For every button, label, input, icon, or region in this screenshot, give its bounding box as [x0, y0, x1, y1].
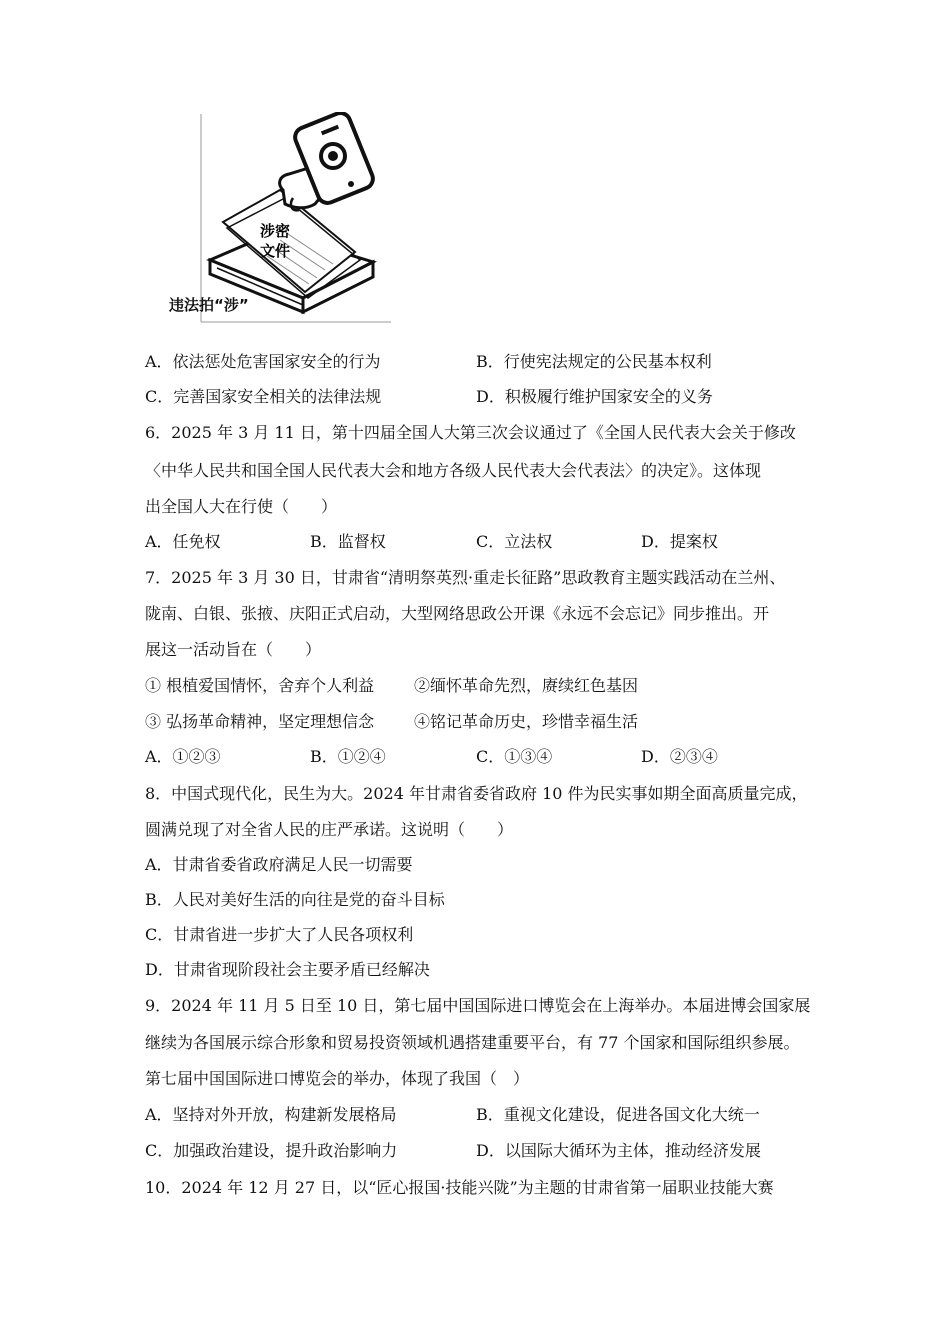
q9-stem-line3: 第七届中国国际进口博览会的举办，体现了我国（ ） — [145, 1069, 530, 1088]
q8-stem-line2: 圆满兑现了对全省人民的庄严承诺。这说明（ ） — [145, 820, 514, 839]
q7-option-c: C．①③④ — [476, 747, 553, 766]
q7-stem-line3: 展这一活动旨在（ ） — [145, 640, 322, 659]
q10-stem-line1: 10．2024 年 12 月 27 日，以“匠心报国·技能兴陇”为主题的甘肃省第一届职业技能大赛 — [145, 1178, 774, 1197]
q9-option-d: D．以国际大循环为主体，推动经济发展 — [476, 1141, 761, 1160]
q7-statement-4: ④铭记革命历史，珍惜幸福生活 — [414, 712, 639, 731]
q6-option-a: A．任免权 — [145, 532, 221, 551]
q9-option-c: C．加强政治建设，提升政治影响力 — [145, 1141, 398, 1160]
q5-option-b: B．行使宪法规定的公民基本权利 — [476, 352, 712, 371]
q6-option-d: D．提案权 — [641, 532, 718, 551]
q6-stem-line1: 6．2025 年 3 月 11 日，第十四届全国人大第三次会议通过了《全国人民代表大会关于修改 — [145, 423, 796, 442]
q9-stem-line1: 9．2024 年 11 月 5 日至 10 日，第七届中国国际进口博览会在上海举办。本届进博会国家展 — [145, 996, 811, 1015]
q8-option-c: C．甘肃省进一步扩大了人民各项权利 — [145, 925, 414, 944]
q7-statement-3: ③ 弘扬革命精神，坚定理想信念 — [145, 712, 375, 731]
q6-option-c: C．立法权 — [476, 532, 553, 551]
q5-option-c: C．完善国家安全相关的法律法规 — [145, 387, 382, 406]
q6-option-b: B．监督权 — [310, 532, 386, 551]
q7-statement-1: ① 根植爱国情怀，舍弃个人利益 — [145, 676, 375, 695]
q6-stem-line2: 〈中华人民共和国全国人民代表大会和地方各级人民代表大会代表法〉的决定》。这体现 — [145, 461, 762, 480]
q8-option-b: B．人民对美好生活的向往是党的奋斗目标 — [145, 890, 445, 909]
figure-caption: 违法拍“涉” — [169, 296, 249, 314]
q7-statement-2: ②缅怀革命先烈，赓续红色基因 — [414, 676, 639, 695]
illustration-secret-photo — [165, 112, 395, 327]
q9-stem-line2: 继续为各国展示综合形象和贸易投资领域机遇搭建重要平台，有 77 个国家和国际组织参展。 — [145, 1033, 800, 1052]
q7-option-b: B．①②④ — [310, 747, 386, 766]
q5-option-a: A．依法惩处危害国家安全的行为 — [145, 352, 381, 371]
q7-stem-line2: 陇南、白银、张掖、庆阳正式启动，大型网络思政公开课《永远不会忘记》同步推出。开 — [145, 604, 770, 623]
doc-label-line2: 文件 — [260, 242, 291, 260]
q7-option-d: D．②③④ — [641, 747, 718, 766]
q9-option-a: A．坚持对外开放，构建新发展格局 — [145, 1105, 397, 1124]
q8-stem-line1: 8．中国式现代化，民生为大。2024 年甘肃省委省政府 10 件为民实事如期全面高质量完成， — [145, 784, 808, 803]
q7-stem-line1: 7．2025 年 3 月 30 日，甘肃省“清明祭英烈·重走长征路”思政教育主题实践活动在兰州、 — [145, 568, 786, 587]
q9-option-b: B．重视文化建设，促进各国文化大统一 — [476, 1105, 760, 1124]
q6-stem-line3: 出全国人大在行使（ ） — [145, 497, 338, 516]
q7-option-a: A．①②③ — [145, 747, 221, 766]
q8-option-a: A．甘肃省委省政府满足人民一切需要 — [145, 855, 413, 874]
q5-option-d: D．积极履行维护国家安全的义务 — [476, 387, 713, 406]
q8-option-d: D．甘肃省现阶段社会主要矛盾已经解决 — [145, 960, 430, 979]
doc-label-line1: 涉密 — [260, 222, 291, 240]
